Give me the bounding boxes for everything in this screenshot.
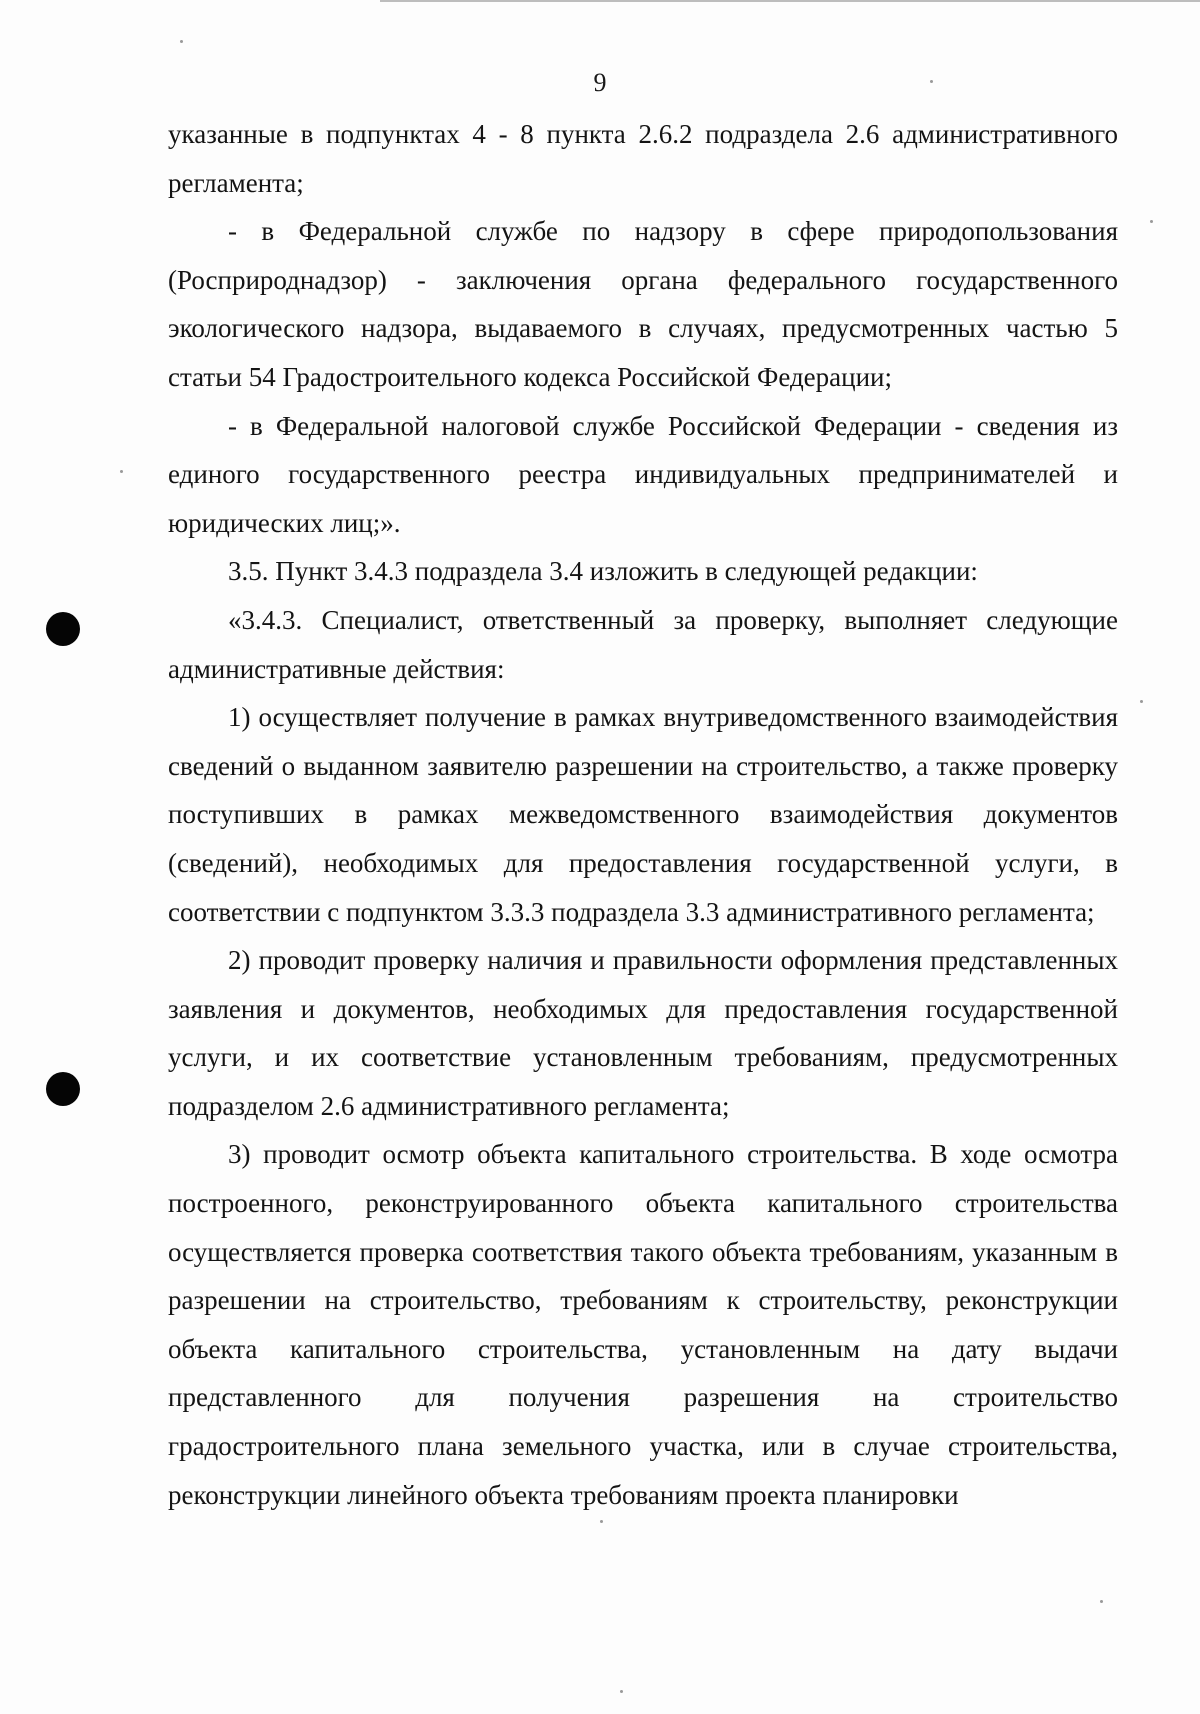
paragraph-amendment-3-5: 3.5. Пункт 3.4.3 подраздела 3.4 изложить в следующей редакции: [228,556,978,587]
document-body [168,110,1118,1519]
paragraph-item-3: 3) проводит осмотр объекта капитального строительства. В ходе осмотра построенного, реконструированного объекта капитального строительства осуществляется проверка соответствия такого объекта требованиям, указанным в разрешении на строительство, требованиям к строительству, реконструкции объекта капитального строительства, установленным на дату выдачи представленного для получения разрешения на строительство градостроительного плана земельного участка, или в случае строительства, реконструкции линейного объекта требованиям проекта планировки [168,1139,1118,1510]
scan-speck [1140,700,1143,703]
punch-hole-bottom [46,1072,80,1106]
scan-speck [930,80,933,83]
paragraph-tax-service: - в Федеральной налоговой службе Российской Федерации - сведения из единого государственного реестра индивидуальных предпринимателей и юридических лиц;». [168,410,1118,538]
punch-hole-top [46,612,80,646]
scan-speck [180,40,183,43]
paragraph-item-2: 2) проводит проверку наличия и правильности оформления представленных заявления и документов, необходимых для предоставления государственной услуги, и их соответствие установленным требованиям, предусмотренных подразделом 2.6 административного регламента; [168,945,1118,1121]
paragraph-continuation: указанные в подпунктах 4 - 8 пункта 2.6.2 подраздела 2.6 административного регламента; [168,119,1118,198]
scan-speck [1100,1600,1103,1603]
scan-speck [1150,220,1153,223]
paragraph-item-1: 1) осуществляет получение в рамках внутриведомственного взаимодействия сведений о выданном заявителю разрешении на строительство, а также проверку поступивших в рамках межведомственного взаимодействия документов (сведений), необходимых для предоставления государственной услуги, в соответствии с подпунктом 3.3.3 подраздела 3.3 административного регламента; [168,702,1118,927]
scan-speck [120,470,123,473]
scan-top-edge [380,0,1200,2]
paragraph-rosprirodnadzor: - в Федеральной службе по надзору в сфере природопользования (Росприроднадзор) - заключения органа федерального государственного экологического надзора, выдаваемого в случаях, предусмотренных частью 5 статьи 54 Градостроительного кодекса Российской Федерации; [168,216,1118,392]
scan-speck [600,1520,603,1523]
scan-speck [620,1690,623,1693]
page-number: 9 [593,68,607,97]
paragraph-3-4-3-intro: «3.4.3. Специалист, ответственный за проверку, выполняет следующие административные действия: [168,604,1118,684]
